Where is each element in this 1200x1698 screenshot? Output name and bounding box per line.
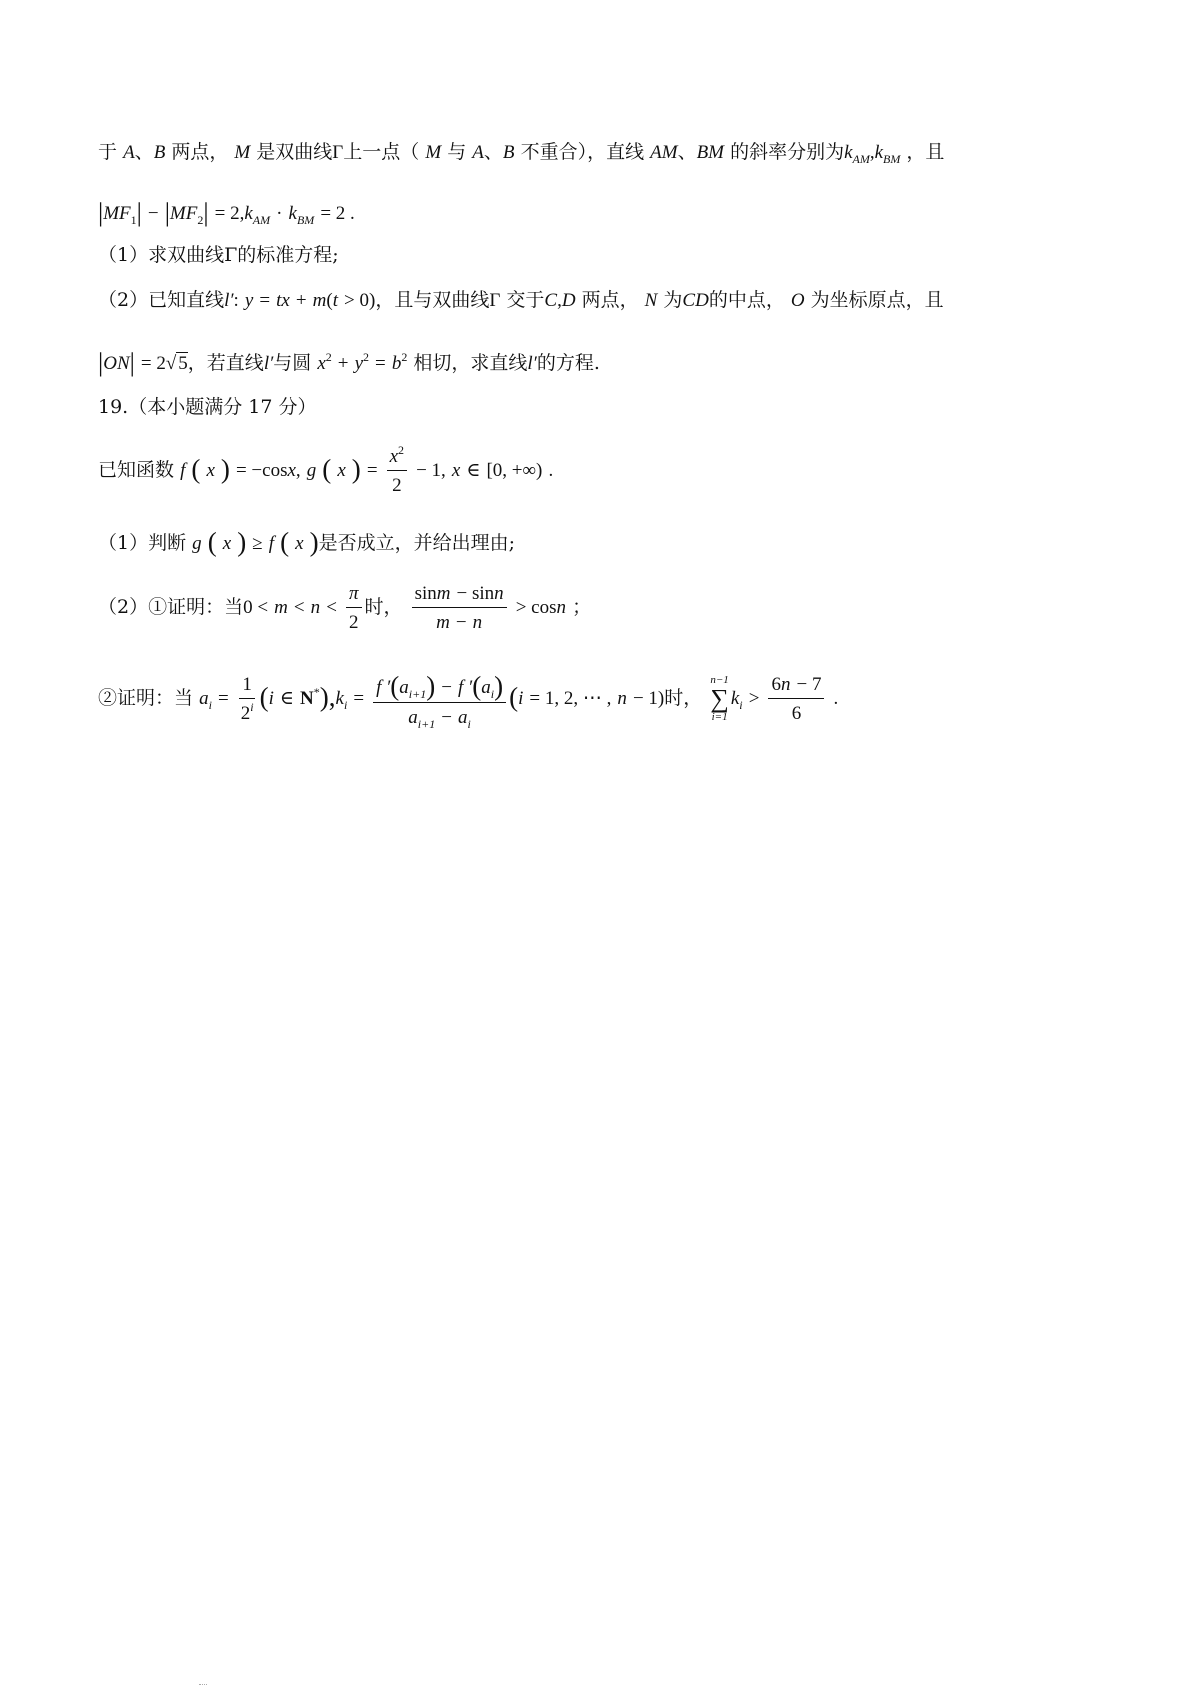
- fraction-numerator: [412, 584, 507, 608]
- text: ，若直线: [187, 352, 264, 374]
- var-f-prime: f ′: [458, 677, 473, 698]
- comma: ,: [295, 460, 301, 481]
- fraction-sin-difference: [412, 584, 507, 632]
- text: 时，: [364, 596, 403, 618]
- fraction-numerator: π: [346, 584, 362, 608]
- paren: ): [309, 527, 319, 557]
- text: 两点，: [171, 141, 229, 163]
- q18-line-1: [98, 141, 945, 166]
- var-x: x: [389, 446, 399, 467]
- operator: =: [375, 353, 386, 374]
- subscript: i: [343, 698, 348, 712]
- colon: :: [233, 290, 239, 311]
- equation-text: = 2 .: [320, 203, 355, 224]
- fraction-6n-7-over-6: [768, 675, 824, 723]
- paren: ): [426, 671, 436, 701]
- period: .: [548, 460, 554, 481]
- comma: ,: [869, 142, 875, 163]
- abs-bar: |: [164, 198, 170, 227]
- text: （2）①证明：当: [98, 596, 244, 618]
- text: 与: [447, 141, 467, 163]
- var-f-prime: f ′: [376, 677, 391, 698]
- equation-text: − 1): [632, 688, 665, 709]
- q18-part-2-line-2: [98, 348, 600, 377]
- text: 为坐标原点，且: [810, 289, 944, 311]
- sum-lower-limit: i=1: [711, 711, 728, 723]
- text: ；: [572, 596, 592, 618]
- var-mf: MF: [103, 203, 131, 224]
- fraction-pi-over-2: [346, 584, 362, 632]
- fraction-numerator: 1: [239, 675, 255, 699]
- text: （2）已知直线: [98, 289, 225, 311]
- operator: =: [259, 290, 271, 311]
- q19-header: 19.（本小题满分 17 分）: [98, 396, 317, 418]
- footer-mark: [199, 1684, 207, 1686]
- operator: =: [366, 460, 378, 481]
- interval: [0, +∞): [486, 460, 543, 481]
- text: 的斜率分别为: [730, 141, 845, 163]
- func-sin: sin: [414, 583, 437, 604]
- text: 时，: [664, 687, 703, 709]
- fraction-denominator: [433, 608, 485, 632]
- equation-text: − 1,: [416, 460, 446, 481]
- fraction-denominator: [405, 703, 474, 731]
- paren: (: [509, 682, 519, 712]
- var-b: B: [502, 142, 515, 163]
- fraction-derivative-difference: [373, 671, 506, 731]
- subscript: i: [208, 698, 212, 712]
- text: ，且与双曲线: [375, 289, 490, 311]
- var-x: x: [287, 460, 296, 481]
- gamma-symbol: Γ: [332, 142, 344, 163]
- text: 为: [663, 289, 683, 311]
- fraction-x2-over-2: [387, 443, 407, 496]
- text: 两点，: [581, 289, 639, 311]
- var-m: M: [425, 142, 442, 163]
- digit: 2: [240, 703, 251, 724]
- subscript: AM: [852, 152, 870, 166]
- var-k: k: [335, 688, 344, 709]
- text: 、: [483, 141, 503, 163]
- text: ②证明：当: [98, 687, 194, 709]
- superscript: 2: [363, 350, 369, 364]
- sigma-symbol: ∑: [710, 684, 729, 713]
- sum-upper-limit: n−1: [710, 674, 729, 686]
- var-a: a: [199, 688, 209, 709]
- fraction-denominator: [238, 699, 257, 723]
- var-b: b: [391, 353, 402, 374]
- operator: −: [455, 612, 467, 633]
- var-bm: BM: [696, 142, 725, 163]
- gamma-symbol: Γ: [489, 290, 501, 311]
- subscript: i: [490, 687, 495, 701]
- abs-bar: |: [129, 348, 135, 377]
- fraction-numerator: [373, 671, 506, 703]
- var-cd: CD: [682, 290, 709, 311]
- paren: ): [220, 454, 230, 484]
- var-m: m: [274, 597, 288, 618]
- text: ，且: [906, 141, 945, 163]
- text: 的方程.: [536, 352, 600, 374]
- fraction-denominator: 6: [791, 703, 802, 724]
- operator: ·: [276, 203, 283, 224]
- period: .: [833, 688, 839, 709]
- var-i: i: [268, 688, 274, 709]
- text: 、: [134, 141, 154, 163]
- var-f: f: [180, 460, 186, 481]
- q19-part-2b: [98, 671, 839, 731]
- paren: (: [390, 671, 400, 701]
- var-n: n: [472, 612, 483, 633]
- superscript: i: [250, 700, 254, 714]
- operator: <: [293, 597, 305, 618]
- abs-bar: |: [203, 198, 209, 227]
- paren: (: [322, 454, 332, 484]
- var-x: x: [451, 460, 461, 481]
- fraction-numerator: [387, 443, 407, 471]
- operator: −: [147, 203, 159, 224]
- abs-bar: |: [136, 198, 142, 227]
- set-n: N: [300, 688, 314, 709]
- equation-text: − 7: [796, 674, 822, 695]
- var-a: a: [408, 707, 418, 728]
- operator: =: [217, 688, 229, 709]
- subscript: 2: [197, 213, 204, 227]
- abs-bar: |: [98, 348, 104, 377]
- subscript: 1: [130, 213, 137, 227]
- operator: −: [441, 677, 452, 698]
- text: （1）判断: [98, 532, 187, 554]
- paren: ): [237, 527, 247, 557]
- var-k: k: [874, 142, 884, 163]
- var-a: A: [123, 142, 135, 163]
- q18-part-1: （1）求双曲线Γ的标准方程;: [98, 244, 339, 266]
- operator: −: [441, 707, 452, 728]
- paren: ),: [319, 682, 336, 712]
- var-a: A: [472, 142, 484, 163]
- var-l-prime: l′: [224, 290, 234, 311]
- text: 相切，求直线: [413, 352, 528, 374]
- paren: (: [326, 290, 333, 311]
- var-l-prime: l′: [263, 353, 274, 374]
- equation-text: > 0): [344, 290, 376, 311]
- operator: >: [748, 688, 760, 709]
- var-on: ON: [103, 353, 130, 374]
- var-g: g: [192, 533, 202, 554]
- q19-definition: [98, 443, 554, 496]
- var-c: C: [544, 290, 558, 311]
- subscript: i+1: [408, 687, 427, 701]
- operator: <: [326, 597, 337, 618]
- q18-part-2-line-1: [98, 291, 944, 310]
- equation-text: > cos: [515, 597, 557, 618]
- text: 上一点（: [343, 141, 420, 163]
- superscript: 2: [398, 443, 405, 457]
- var-t: t: [332, 290, 338, 311]
- summation: [710, 675, 729, 723]
- equation-text: = 2,: [214, 203, 245, 224]
- paren: (: [191, 454, 201, 484]
- var-n: N: [644, 290, 658, 311]
- var-mf: MF: [169, 203, 198, 224]
- var-m: m: [436, 583, 451, 604]
- equation-text: = 2: [140, 353, 166, 374]
- var-n: n: [780, 674, 791, 695]
- comma: ,: [557, 290, 562, 311]
- equation-text: − sin: [456, 583, 495, 604]
- text: 的中点，: [708, 289, 785, 311]
- subscript: i: [467, 717, 471, 731]
- equation-text: = −cos: [235, 460, 288, 481]
- text: 不重合），直线: [520, 141, 645, 163]
- var-y: y: [244, 290, 254, 311]
- superscript: 2: [325, 350, 332, 364]
- superscript: 2: [401, 350, 408, 364]
- operator: ≥: [252, 533, 263, 554]
- var-y: y: [354, 353, 363, 374]
- var-m: m: [312, 290, 327, 311]
- var-k: k: [730, 688, 740, 709]
- var-d: D: [561, 290, 576, 311]
- var-x: x: [317, 353, 326, 374]
- text: 已知函数: [98, 459, 175, 481]
- subscript: AM: [252, 213, 271, 227]
- var-x: x: [337, 460, 346, 481]
- text: 于: [98, 141, 118, 163]
- superscript: *: [313, 685, 320, 699]
- sqrt-value: 5: [178, 353, 188, 374]
- operator: ∈: [466, 460, 481, 481]
- fraction-denominator: 2: [392, 475, 402, 496]
- paren: ): [351, 454, 361, 484]
- q18-line-2: [98, 198, 355, 227]
- subscript: BM: [296, 213, 315, 227]
- var-k: k: [244, 203, 253, 224]
- var-l-prime: l′: [527, 353, 537, 374]
- var-am: AM: [650, 142, 678, 163]
- paren: (: [207, 527, 217, 557]
- var-m: M: [234, 142, 251, 163]
- var-x: x: [295, 533, 304, 554]
- abs-bar: |: [98, 198, 104, 227]
- digit: 6: [771, 674, 781, 695]
- equation-text: = 1, 2, ⋯ ,: [529, 688, 612, 709]
- var-m: m: [436, 612, 450, 633]
- var-k: k: [288, 203, 297, 224]
- var-a: a: [458, 707, 468, 728]
- var-n: n: [494, 583, 504, 604]
- fraction-numerator: [768, 675, 824, 699]
- text: 与圆: [273, 352, 312, 374]
- var-i: i: [518, 688, 524, 709]
- paren: (: [259, 682, 269, 712]
- var-k: k: [844, 142, 853, 163]
- operator: =: [353, 688, 365, 709]
- sqrt-symbol: √: [165, 353, 177, 374]
- paren: ): [494, 671, 504, 701]
- var-n: n: [310, 597, 321, 618]
- text: 、: [677, 141, 697, 163]
- text: 是双曲线: [256, 141, 333, 163]
- text: 是否成立，并给出理由;: [318, 532, 516, 554]
- paren: (: [472, 671, 482, 701]
- var-a: a: [399, 677, 409, 698]
- text: 交于: [506, 289, 545, 311]
- fraction-1-over-2i: [238, 675, 257, 723]
- q19-part-1: [98, 527, 516, 557]
- var-n: n: [556, 597, 567, 618]
- operator: ∈: [279, 688, 294, 709]
- equation-text: 0 <: [243, 597, 269, 618]
- var-g: g: [306, 460, 317, 481]
- var-b: B: [153, 142, 166, 163]
- subscript: BM: [883, 152, 901, 166]
- var-tx: tx: [276, 290, 290, 311]
- operator: +: [295, 290, 307, 311]
- q19-part-2a: [98, 584, 591, 632]
- var-o: O: [790, 290, 805, 311]
- var-n: n: [617, 688, 627, 709]
- var-f: f: [268, 533, 275, 554]
- paren: (: [280, 527, 290, 557]
- subscript: i: [739, 698, 743, 712]
- var-a: a: [481, 677, 491, 698]
- var-x: x: [206, 460, 215, 481]
- fraction-denominator: 2: [348, 612, 359, 633]
- subscript: i+1: [417, 717, 436, 731]
- operator: +: [337, 353, 349, 374]
- var-x: x: [222, 533, 232, 554]
